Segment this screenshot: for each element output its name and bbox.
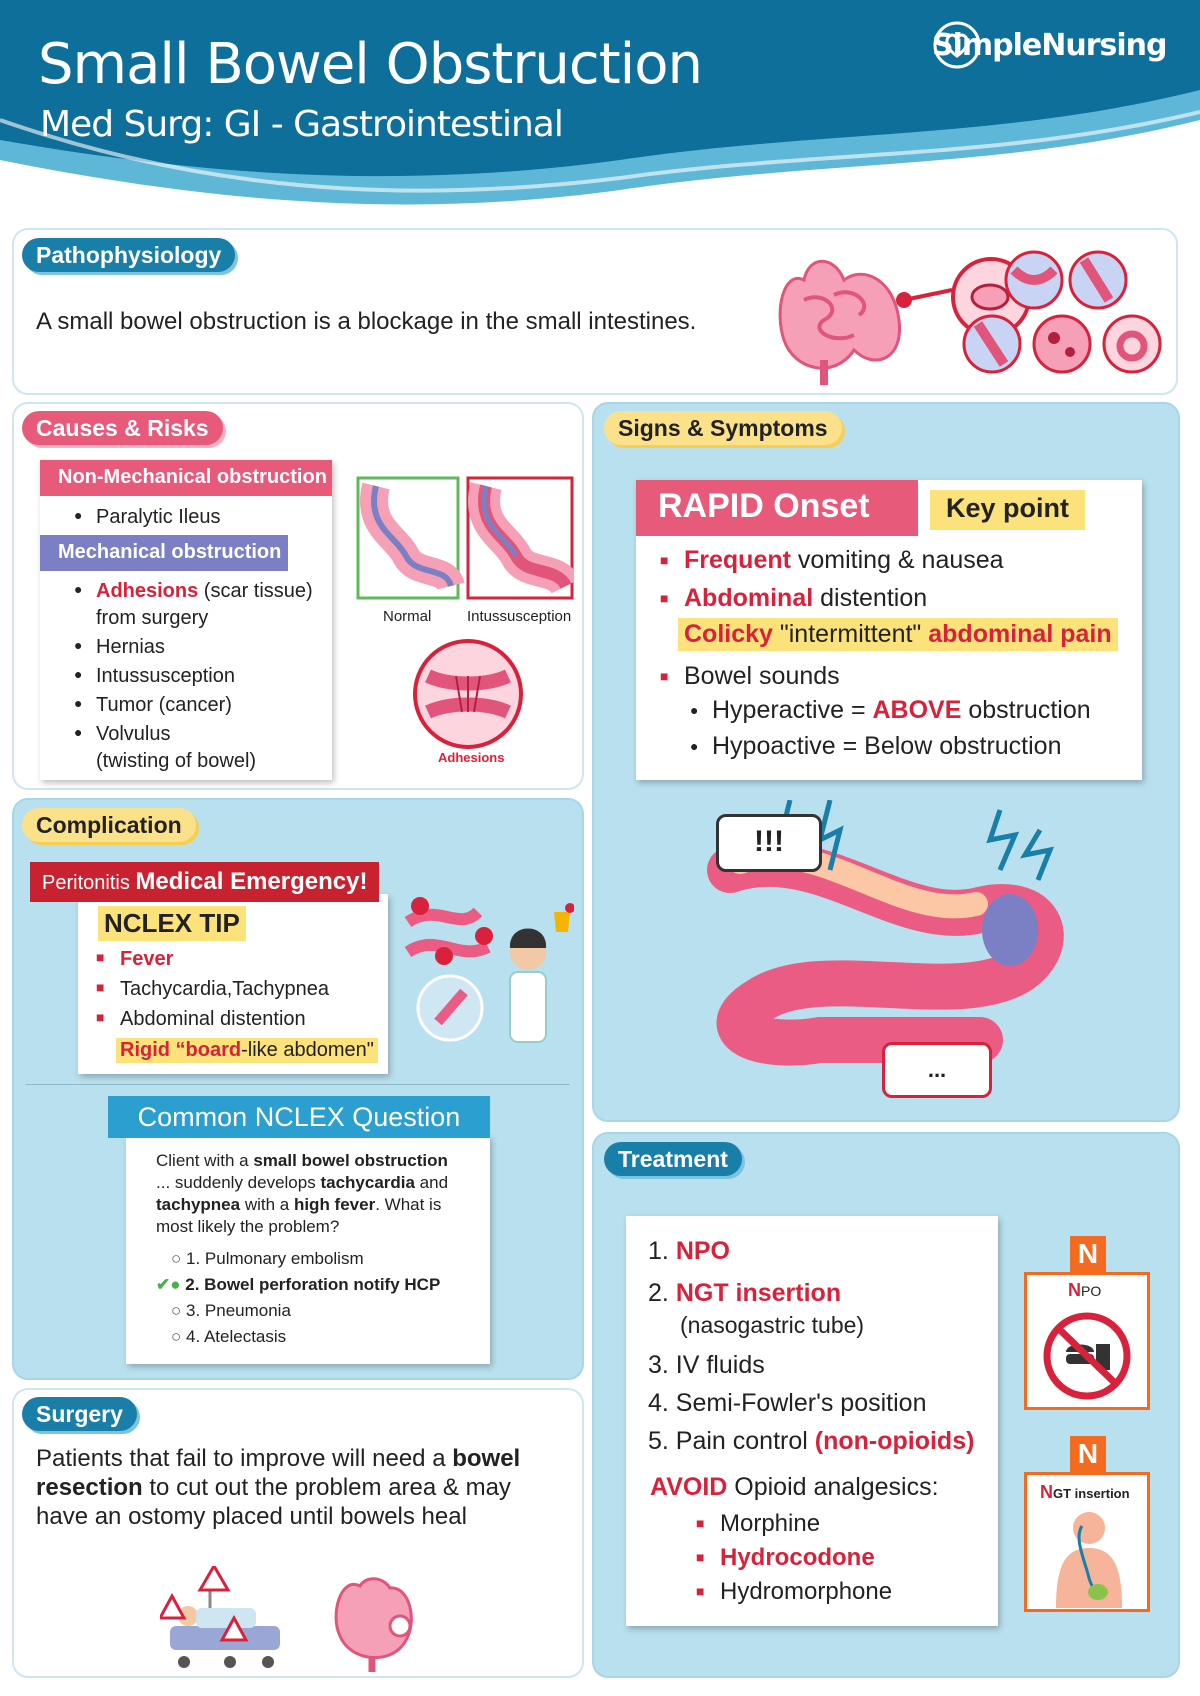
nclex-tip-label: NCLEX TIP [98,906,246,941]
answer-option-correct: ✔● 2. Bowel perforation notify HCP [156,1275,441,1294]
surgery-line: resection to cut out the problem area & may [36,1474,511,1501]
symptom-item [660,584,927,613]
treatment-item: 5. Pain control (non-opioids) [648,1427,975,1455]
question-line: ... suddenly develops tachycardia and [156,1173,449,1192]
no-food-icon [1038,1310,1136,1402]
colicky-pain-highlight [678,618,1118,651]
figure-label-normal: Normal [383,608,432,625]
non-mechanical-label: Non-Mechanical obstruction [40,460,332,496]
list-item: ■ Abdominal distention [96,1008,306,1031]
avoid-heading: AVOID Opioid analgesics: [650,1473,939,1501]
non-mechanical-list [74,502,221,531]
npo-card-label: NPO [1068,1280,1102,1300]
avoid-item: ■ Hydrocodone [696,1544,875,1572]
symptom-detail: Hyperactive = [712,696,873,724]
symptom-detail: obstruction [961,696,1091,724]
rigid-abdomen-highlight [116,1038,378,1063]
figure-label-adhesions: Adhesions [438,750,505,765]
symptom-detail: vomiting & nausea [790,546,1004,574]
signs-heading: Signs & Symptoms [604,411,842,445]
list-item: ■ Fever [96,948,173,971]
mechanical-label: Mechanical obstruction [40,535,288,571]
symptom-detail: distention [813,584,928,612]
nasogastric-tube-icon [1044,1508,1134,1608]
radio-icon: ○ [171,1249,186,1268]
adhesions-figure [410,636,526,752]
list-item-continued: from surgery [96,607,209,629]
mechanical-list [74,576,313,775]
symptom-subitem: ● Hypoactive = Below obstruction [690,732,1062,761]
treatment-detail: (nasogastric tube) [680,1312,865,1338]
bowel-comparison-figure [356,476,574,600]
question-line: tachypnea with a high fever. What is [156,1195,442,1214]
complication-heading: Complication [22,808,196,842]
stethoscope-heart-icon [932,20,982,70]
page-subtitle: Med Surg: GI - Gastrointestinal [40,104,563,145]
treatment-heading: Treatment [604,1142,742,1176]
symptom-detail: "intermittent" [772,620,929,648]
adhesions-detail: (scar tissue) [198,580,313,602]
causes-heading: Causes & Risks [22,411,223,445]
peritonitis-banner [30,862,379,902]
figure-label-intussusception: Intussusception [467,608,572,625]
list-item: ● Intussusception [74,661,313,690]
symptom-keyword: Colicky [684,620,773,648]
symptom-keyword: abdominal pain [928,620,1112,648]
symptom-item [660,546,1004,575]
intestine-illustration [764,240,1184,390]
treatment-item: 2. NGT insertion [648,1279,842,1307]
key-point-badge: Key point [930,490,1085,530]
speech-bubble-silent: ... [882,1042,992,1098]
avoid-item: ■ Morphine [696,1510,820,1538]
rigid-detail: -like abdomen" [241,1039,374,1061]
list-item: ● Volvulus [74,719,313,748]
rigid-keyword: Rigid “board [120,1039,242,1061]
list-item [74,576,313,605]
answer-option: ○ 1. Pulmonary embolism [171,1249,364,1268]
symptom-keyword: Abdominal [684,584,814,612]
symptom-item: ■ Bowel sounds [660,662,840,691]
emergency-label: Medical Emergency! [135,868,368,895]
answer-option: ○ 4. Atelectasis [171,1327,287,1346]
answer-option: ○ 3. Pneumonia [171,1301,291,1320]
treatment-item: 3. IV fluids [648,1351,765,1379]
question-line: most likely the problem? [156,1217,340,1236]
pathophysiology-heading: Pathophysiology [22,238,235,272]
adhesions-text: Adhesions [96,580,199,602]
surgery-heading: Surgery [22,1397,137,1431]
list-item: ● Tumor (cancer) [74,690,313,719]
section-divider [26,1084,570,1085]
surgery-illustration [160,1566,450,1672]
ngt-card-label: NGT insertion [1040,1482,1130,1502]
treatment-item: 1. NPO [648,1237,730,1265]
npo-badge: N [1070,1236,1106,1272]
brand-logo [932,20,1167,70]
brand-name: SimpleNursing [932,27,1167,63]
speech-bubble-alarm: !!! [716,814,822,872]
symptom-subitem [690,696,1091,725]
avoid-item: ■ Hydromorphone [696,1578,892,1606]
checkmark-icon: ✔ [156,1275,171,1294]
header-banner [0,0,1200,230]
list-item-continued: (twisting of bowel) [96,750,257,772]
ngt-badge: N [1070,1436,1106,1472]
page-title: Small Bowel Obstruction [38,32,702,97]
list-item: ● Paralytic Ileus [74,502,221,531]
question-heading: Common NCLEX Question [108,1096,490,1138]
radio-icon: ○ [171,1327,186,1346]
peritonitis-label: Peritonitis [42,872,136,894]
surgery-line: Patients that fail to improve will need a bowel [36,1445,521,1472]
radio-selected-icon: ● [170,1275,181,1294]
pathophysiology-text: A small bowel obstruction is a blockage in the small intestines. [36,308,697,335]
list-item: ● Hernias [74,632,313,661]
symptom-keyword: Frequent [684,546,791,574]
rapid-onset-label: RAPID Onset [636,480,918,536]
radio-icon: ○ [171,1301,186,1320]
treatment-item: 4. Semi-Fowler's position [648,1389,927,1417]
list-item: ■ Tachycardia,Tachypnea [96,978,329,1001]
symptom-keyword: ABOVE [872,696,962,724]
question-line: Client with a small bowel obstruction [156,1151,448,1170]
peritonitis-illustration [398,892,574,1048]
surgery-line: have an ostomy placed until bowels heal [36,1503,467,1530]
